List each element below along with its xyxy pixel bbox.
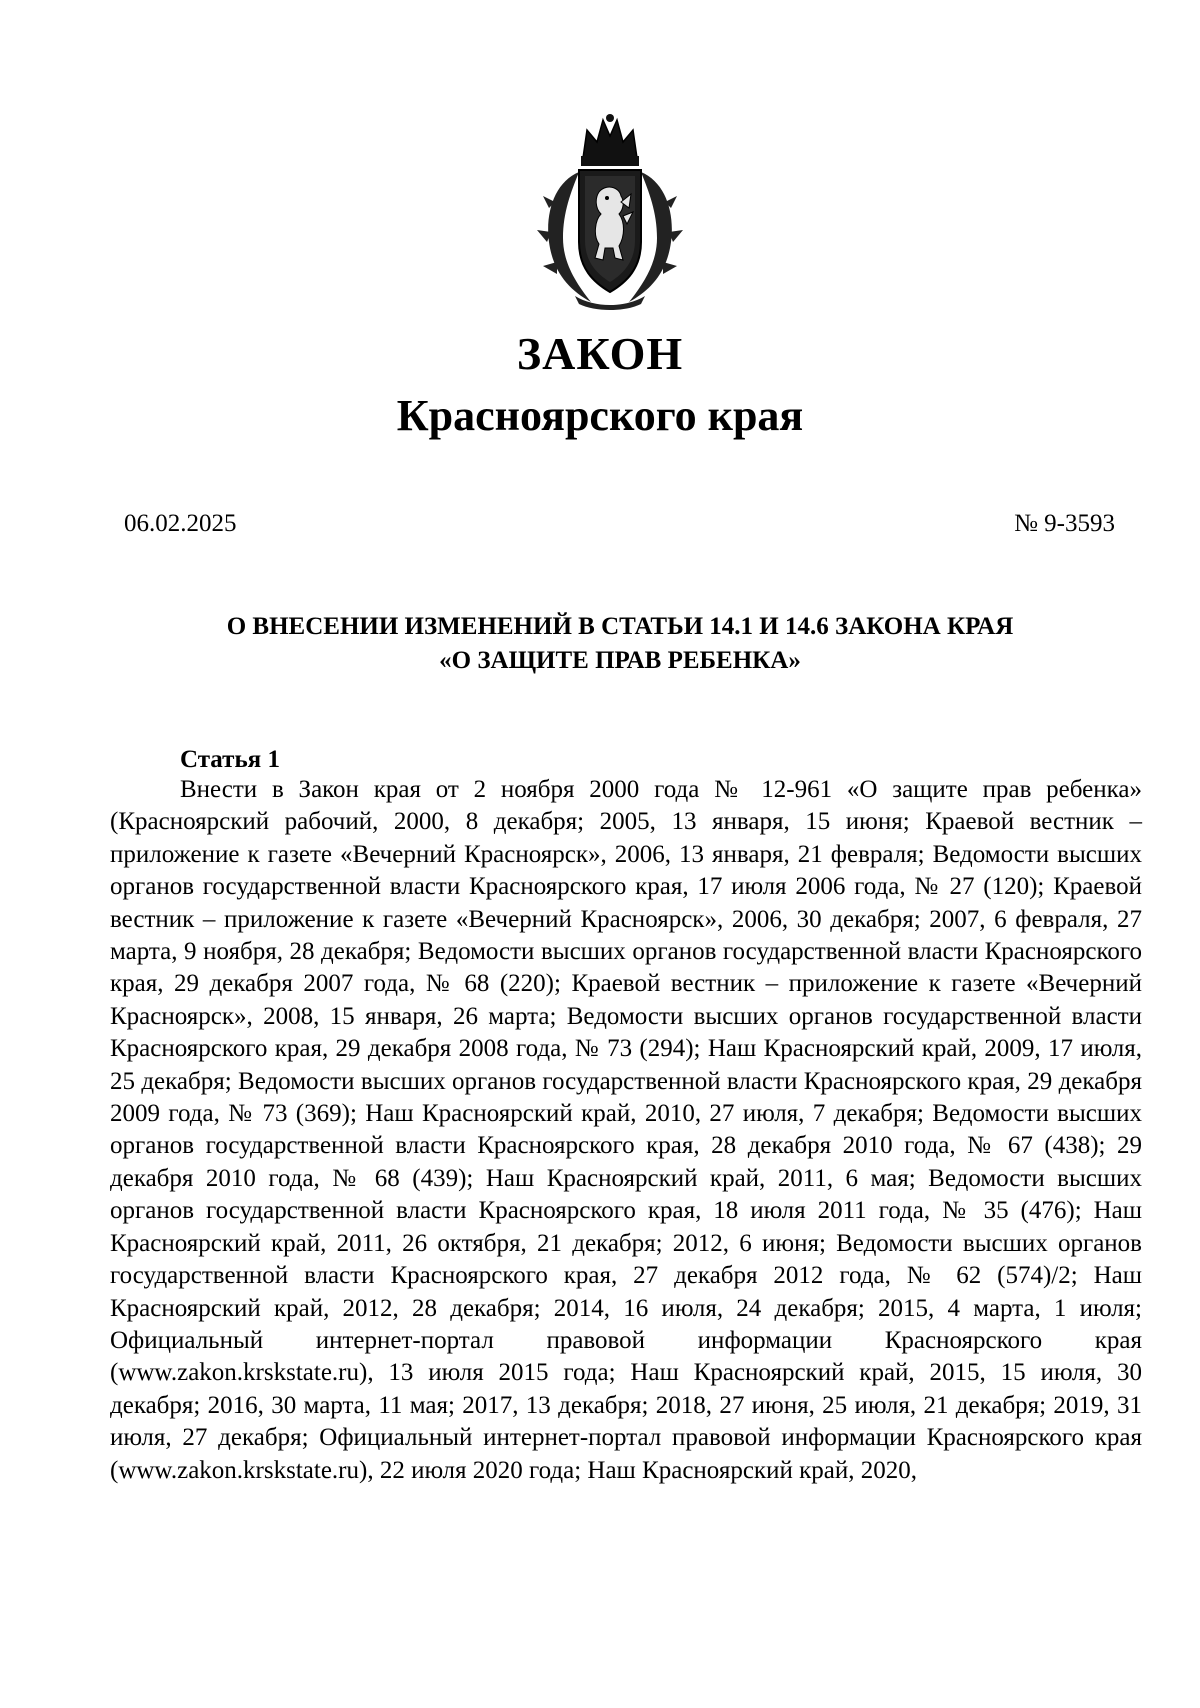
- document-number: № 9-3593: [1014, 510, 1115, 537]
- law-title-line-1: О ВНЕСЕНИИ ИЗМЕНЕНИЙ В СТАТЬИ 14.1 И 14.6 ЗАКОНА КРАЯ: [226, 613, 1014, 640]
- issuer-heading: Красноярского края: [396, 391, 804, 440]
- document-date: 06.02.2025: [124, 510, 237, 537]
- krasnoyarsk-coat-of-arms-icon: [535, 112, 685, 312]
- law-title-line-2: «О ЗАЩИТЕ ПРАВ РЕБЕНКА»: [439, 647, 801, 674]
- article-heading: Статья 1: [180, 746, 280, 773]
- article-body-text: Внести в Закон края от 2 ноября 2000 года № 12-961 «О защите прав ребенка» (Красноярский рабочий, 2000, 8 декабря; 2005, 13 января, 15 июня; Краевой вестник – приложение к газете «Вечерний Красноярск», 2006, 13 января, 21 февраля; Ведомости высших органов государственной власти Красноярского края, 17 июля 2006 года, № 27 (120); Краевой вестник – приложение к газете «Вечерний Красноярск», 2006, 30 декабря; 2007, 6 февраля, 27 марта, 9 ноября, 28 декабря; Ведомости высших органов государственной власти Красноярского края, 29 декабря 2007 года, № 68 (220); Краевой вестник – приложение к газете «Вечерний Красноярск», 2008, 15 января, 26 марта; Ведомости высших органов государственной власти Красноярского края, 29 декабря 2008 года, № 73 (294); Наш Красноярский край, 2009, 17 июля, 25 декабря; Ведомости высших органов государственной власти Красноярского края, 29 декабря 2009 года, № 73 (369); Наш Красноярский край, 2010, 27 июля, 7 декабря; Ведомости высших органов государственной власти Красноярского края, 28 декабря 2010 года, № 67 (438); 29 декабря 2010 года, № 68 (439); Наш Красноярский край, 2011, 6 мая; Ведомости высших органов государственной власти Красноярского края, 18 июля 2011 года, № 35 (476); Наш Красноярский край, 2011, 26 октября, 21 декабря; 2012, 6 июня; Ведомости высших органов государственной власти Красноярского края, 27 декабря 2012 года, № 62 (574)/2; Наш Красноярский край, 2012, 28 декабря; 2014, 16 июля, 24 декабря; 2015, 4 марта, 1 июля; Официальный интернет-портал правовой информации Красноярского края (www.zakon.krskstate.ru), 13 июля 2015 года; Наш Красноярский край, 2015, 15 июля, 30 декабря; 2016, 30 марта, 11 мая; 2017, 13 декабря; 2018, 27 июня, 25 июля, 21 декабря; 2019, 31 июля, 27 декабря; Официальный интернет-портал правовой информации Красноярского края (www.zakon.krskstate.ru), 22 июля 2020 года; Наш Красноярский край, 2020,: [110, 776, 1142, 1484]
- document-type-heading: ЗАКОН: [516, 328, 684, 379]
- law-title: [120, 610, 1120, 678]
